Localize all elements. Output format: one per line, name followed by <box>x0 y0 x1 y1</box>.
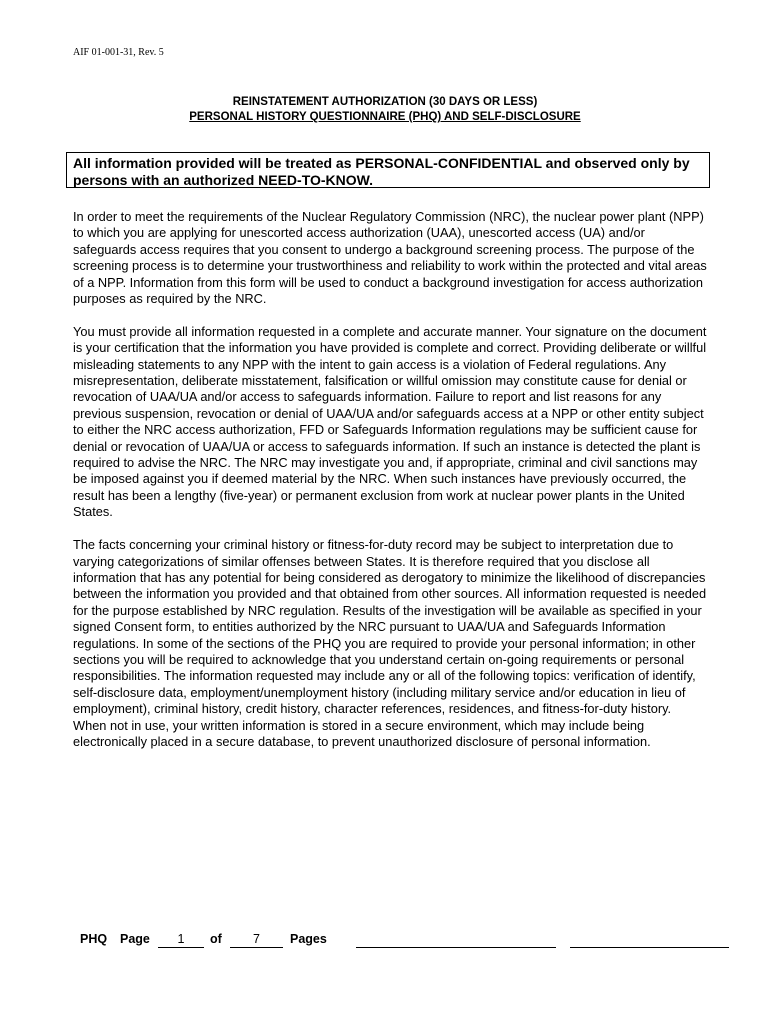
paragraph-disclosure: The facts concerning your criminal history or fitness-for-duty record may be subject to interpretation due to varying categorizations of similar offenses between States. It is therefore required that you disclose all information that has any potential for being considered as derogatory to minimize the likelihood of discrepancies between the information you provided and that obtained from other sources. All information requested is needed for the purpose established by NRC regulation. Results of the investigation will be available as specified in your signed Consent form, to entities authorized by the NRC pursuant to UAA/UA and Safeguards Information regulations. In some of the sections of the PHQ you are required to provide your personal information; in other sections you will be required to acknowledge that you understand certain on-going requirements or personal responsibilities. The information requested may include any or all of the following topics: verification of identify, self-disclosure data, employment/unemployment history (including military service and/or education in lieu of employment), criminal history, credit history, character references, residences, and fitness-for-duty history. When not in use, your written information is stored in a secure environment, which may include being electronically placed in a secure database, to prevent unauthorized disclosure of personal information. <box>73 537 707 749</box>
page-number-field[interactable]: 1 <box>158 932 204 948</box>
paragraph-accuracy: You must provide all information requested in a complete and accurate manner. Your signature on the document is your certification that the information you have provided is complete and correct. Providing deliberate or willful misleading statements to any NPP with the intent to gain access is a violation of Federal regulations. Any misrepresentation, deliberate misstatement, falsification or willful omission may constitute cause for denial or revocation of UAA/UA and/or access to safeguards information. Failure to report and list reasons for any previous suspension, revocation or denial of UAA/UA and/or safeguards access at a NPP or other entity subject to either the NRC access authorization, FFD or Safeguards Information regulations may be sufficient cause for denial or revocation of UAA/UA or access to safeguards information. If such an instance is detected the plant is required to advise the NRC. The NRC may investigate you and, if appropriate, criminal and civil sanctions may be imposed against you if deemed material by the NRC. When such instances have previously occurred, the result has been a lengthy (five-year) or permanent exclusion from work at nuclear power plants in the United States. <box>73 323 707 520</box>
confidentiality-notice: All information provided will be treated as PERSONAL-CONFIDENTIAL and observed only by persons with an authorized NEED-TO-KNOW. <box>66 152 710 188</box>
signature-line-1[interactable] <box>356 932 556 948</box>
page-label: Page <box>120 932 150 946</box>
document-subtitle: PERSONAL HISTORY QUESTIONNAIRE (PHQ) AND SELF-DISCLOSURE <box>189 111 581 123</box>
phq-label: PHQ <box>80 932 108 946</box>
signature-line-2[interactable] <box>570 932 729 948</box>
title-block <box>0 95 770 125</box>
of-label: of <box>210 932 222 946</box>
page-footer <box>80 932 740 952</box>
paragraph-intro: In order to meet the requirements of the Nuclear Regulatory Commission (NRC), the nuclear power plant (NPP) to which you are applying for unescorted access authorization (UAA), unescorted access (UA) and/or safeguards access requires that you consent to undergo a background screening process. The purpose of the screening process is to determine your trustworthiness and reliability to work within the protected and vital areas of a NPP. Information from this form will be used to conduct a background investigation for access authorization purposes as required by the NRC. <box>73 209 707 307</box>
total-pages-field[interactable]: 7 <box>230 932 283 948</box>
body-text <box>73 209 707 767</box>
pages-label: Pages <box>290 932 327 946</box>
form-id: AIF 01-001-31, Rev. 5 <box>73 47 164 58</box>
document-title: REINSTATEMENT AUTHORIZATION (30 DAYS OR LESS) <box>232 96 538 108</box>
